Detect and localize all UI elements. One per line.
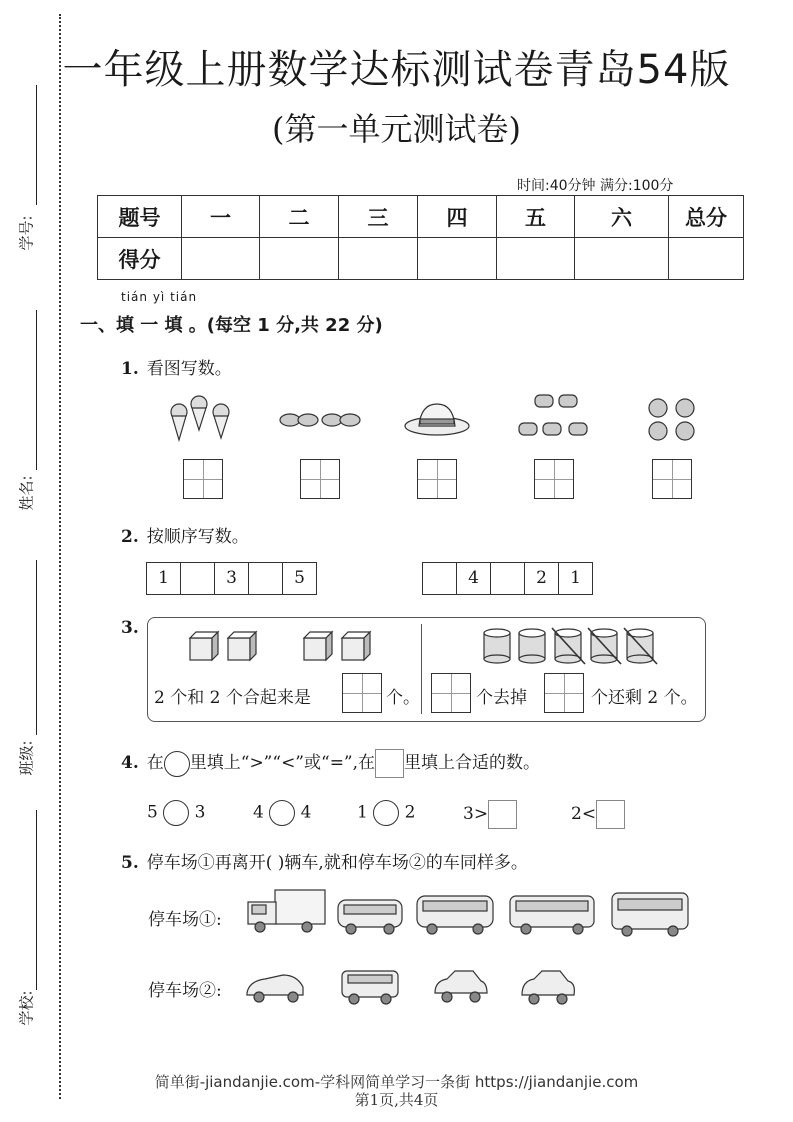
school-rule xyxy=(36,810,37,990)
question-text: 按顺序写数。 xyxy=(146,527,249,547)
parking-lot-1-vehicles xyxy=(245,887,695,937)
car-icon xyxy=(247,975,303,1002)
sequence-cell[interactable] xyxy=(423,563,457,594)
bow-picture xyxy=(278,405,363,435)
sequence-cell: 5 xyxy=(294,568,305,588)
q3-right-text-a: 个去掉 xyxy=(476,688,527,708)
score-cell[interactable] xyxy=(497,238,575,280)
compare-number: 2 xyxy=(404,802,416,823)
q3-left-text-b: 个。 xyxy=(386,688,420,708)
hat-picture xyxy=(403,400,473,440)
compare-number: 4 xyxy=(300,802,312,823)
answer-box[interactable] xyxy=(300,459,340,499)
compare-item xyxy=(571,800,625,829)
fill-square[interactable] xyxy=(488,800,517,829)
score-cell[interactable] xyxy=(182,238,260,280)
compare-item xyxy=(357,800,415,826)
footer-watermark: 简单街-jiandanjie.com-学科网简单学习一条街 https://jiandanjie.com xyxy=(154,1073,639,1091)
score-header-cell: 总分 xyxy=(669,196,744,238)
score-cell[interactable] xyxy=(575,238,669,280)
ice-cream-picture xyxy=(165,392,245,447)
bus-icon xyxy=(510,896,594,934)
compare-circle[interactable] xyxy=(373,800,399,826)
score-header-cell: 一 xyxy=(182,196,260,238)
sequence-cell: 1 xyxy=(147,563,181,594)
question-number: 1. xyxy=(121,359,139,379)
time-info: 时间:40分钟 满分:100分 xyxy=(517,178,674,194)
section-heading: 一、填 一 填 。(每空 1 分,共 22 分) xyxy=(80,315,383,336)
answer-box[interactable] xyxy=(431,673,471,713)
score-table xyxy=(97,195,744,280)
question-number: 2. xyxy=(121,527,139,547)
sequence-cell: 4 xyxy=(457,563,491,594)
score-cell[interactable] xyxy=(260,238,339,280)
sequence-cell: 2 xyxy=(525,563,559,594)
question-1 xyxy=(121,354,232,379)
bus-icon xyxy=(417,896,493,934)
cube-picture xyxy=(188,628,378,663)
class-label: 班级: xyxy=(17,740,36,776)
compare-circle[interactable] xyxy=(163,800,189,826)
page-title: 一年级上册数学达标测试卷青岛54版 xyxy=(62,47,731,93)
parking-lot-2-vehicles xyxy=(245,963,585,1008)
q3-right-text-b: 个还剩 2 个。 xyxy=(591,688,698,708)
question-text: 里填上合适的数。 xyxy=(404,753,541,773)
question-number: 4. xyxy=(121,753,139,773)
number-sequence-1 xyxy=(146,562,317,595)
question-2 xyxy=(121,522,249,547)
score-cell[interactable] xyxy=(669,238,744,280)
answer-box[interactable] xyxy=(544,673,584,713)
sequence-cell: 3 xyxy=(215,563,249,594)
page-subtitle: (第一单元测试卷) xyxy=(272,110,521,148)
question-number: 3. xyxy=(121,618,139,638)
sequence-cell[interactable] xyxy=(181,563,215,594)
compare-number: 5 xyxy=(147,802,158,823)
sequence-cell: 1 xyxy=(570,568,581,588)
student-id-label: 学号: xyxy=(17,215,36,251)
whistle-picture xyxy=(515,390,600,445)
question-text: 里填上“>”“<”或“=”,在 xyxy=(189,753,376,773)
van-icon xyxy=(342,971,398,1004)
car-icon xyxy=(435,971,487,1002)
compare-number: 4 xyxy=(253,802,264,823)
compare-item xyxy=(463,800,517,829)
question-number: 5. xyxy=(121,853,139,873)
page-number: 第1页,共4页 xyxy=(354,1091,439,1109)
question-3 xyxy=(121,618,147,638)
compare-number: 2< xyxy=(571,804,597,824)
score-header-cell: 题号 xyxy=(98,196,182,238)
name-rule xyxy=(36,310,37,470)
question-text: 停车场①再离开( )辆车,就和停车场②的车同样多。 xyxy=(146,853,528,873)
score-header-cell: 三 xyxy=(339,196,418,238)
score-cell[interactable] xyxy=(339,238,418,280)
compare-number: 1 xyxy=(357,802,368,823)
section-pinyin: tián yì tián xyxy=(121,290,198,304)
fill-square[interactable] xyxy=(596,800,625,829)
truck-icon xyxy=(248,890,325,932)
bus-icon xyxy=(612,893,688,936)
score-table-header-row xyxy=(98,196,744,238)
answer-box[interactable] xyxy=(534,459,574,499)
answer-box[interactable] xyxy=(342,673,382,713)
school-label: 学校: xyxy=(17,990,36,1026)
square-blank-icon xyxy=(375,749,404,778)
question-4 xyxy=(121,748,540,778)
compare-item xyxy=(253,800,311,826)
bus-icon xyxy=(338,900,402,934)
score-cell[interactable] xyxy=(418,238,497,280)
question-text: 在 xyxy=(146,753,164,773)
score-row-label: 得分 xyxy=(98,238,182,280)
parking-lot-2-label: 停车场②: xyxy=(148,981,222,1001)
name-label: 姓名: xyxy=(17,475,36,511)
panel-divider xyxy=(421,624,422,714)
compare-circle[interactable] xyxy=(269,800,295,826)
car-icon xyxy=(522,971,574,1004)
binding-dotted-line xyxy=(59,14,61,1099)
sequence-cell[interactable] xyxy=(491,563,525,594)
answer-box[interactable] xyxy=(183,459,223,499)
score-header-cell: 四 xyxy=(418,196,497,238)
answer-box[interactable] xyxy=(417,459,457,499)
sequence-cell[interactable] xyxy=(249,563,283,594)
score-header-cell: 二 xyxy=(260,196,339,238)
class-rule xyxy=(36,560,37,735)
question-5 xyxy=(121,848,528,873)
circle-blank-icon xyxy=(164,751,190,777)
parking-lot-1-label: 停车场①: xyxy=(148,910,222,930)
cylinder-picture xyxy=(482,626,662,664)
answer-box[interactable] xyxy=(652,459,692,499)
score-header-cell: 六 xyxy=(575,196,669,238)
q3-left-text-a: 2 个和 2 个合起来是 xyxy=(154,688,311,708)
compare-number: 3 xyxy=(194,802,206,823)
compare-number: 3> xyxy=(463,804,489,824)
number-sequence-2 xyxy=(422,562,593,595)
compare-item xyxy=(147,800,205,826)
score-header-cell: 五 xyxy=(497,196,575,238)
question-text: 看图写数。 xyxy=(146,359,232,379)
score-table-score-row xyxy=(98,238,744,280)
orange-picture xyxy=(645,395,705,445)
